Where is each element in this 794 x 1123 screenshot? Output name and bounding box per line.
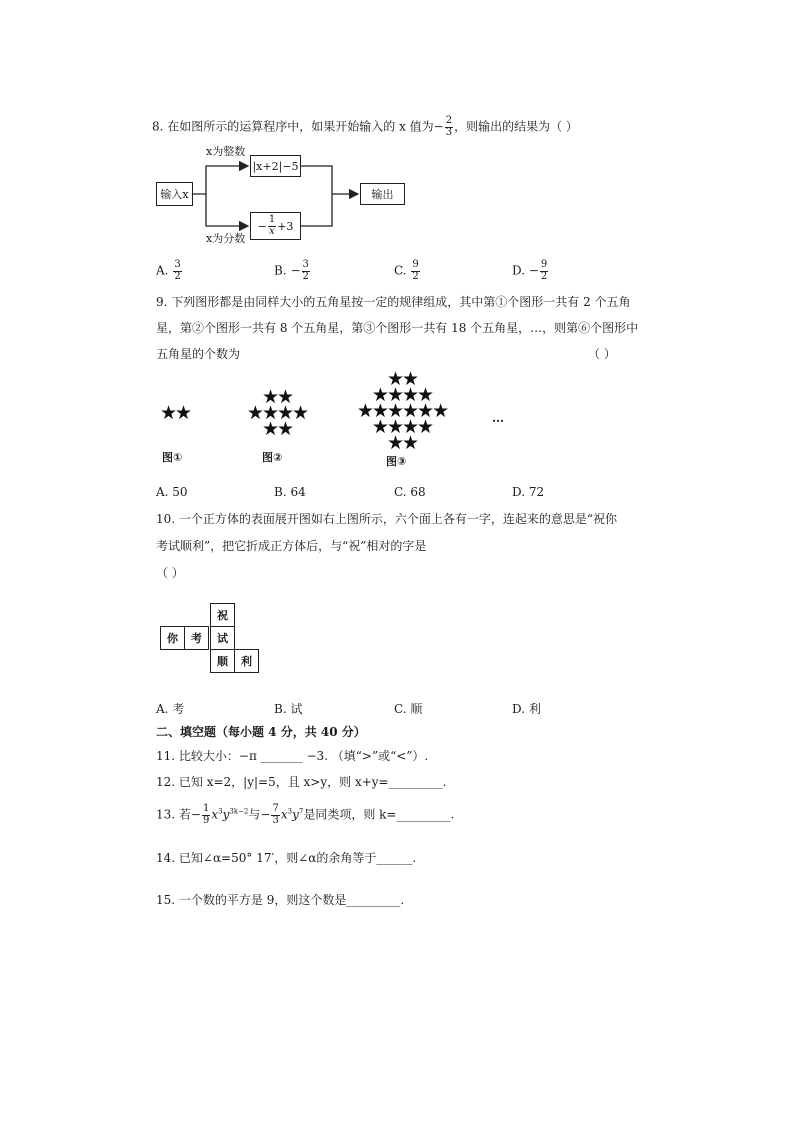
q13-term1-coef: $\frac{1}{9}$ <box>202 803 210 826</box>
q9-figure-3-label: 图③ <box>386 455 407 468</box>
star-icon: ★ <box>277 386 293 408</box>
star-icon: ★ <box>246 402 262 424</box>
q10-line1: 10. 一个正方体的表面展开图如右上图所示，六个面上各有一字，连起来的意思是“祝你 <box>156 512 618 526</box>
star-icon: ★ <box>417 384 433 406</box>
star-icon: ★ <box>417 400 433 422</box>
star-icon: ★ <box>261 402 277 424</box>
q8-stem <box>152 116 578 138</box>
q10-option-c[interactable]: C. 顺 <box>394 702 423 716</box>
star-icon: ★ <box>432 400 448 422</box>
section-2-title: 二、填空题（每小题 4 分，共 40 分） <box>156 725 366 739</box>
star-icon: ★ <box>386 432 402 454</box>
net-cell-li: 利 <box>234 649 259 673</box>
q8-input-box: 输入x <box>156 182 193 206</box>
star-icon: ★ <box>371 384 387 406</box>
star-icon: ★ <box>402 432 418 454</box>
star-icon: ★ <box>402 384 418 406</box>
net-cell-zhu: 祝 <box>210 603 235 627</box>
star-icon: ★ <box>386 416 402 438</box>
q9-figure-2 <box>237 386 317 440</box>
q8-output-box: 输出 <box>360 183 405 205</box>
star-icon: ★ <box>159 402 175 424</box>
q9-figure-1-label: 图① <box>162 451 183 464</box>
q10-option-d[interactable]: D. 利 <box>512 702 541 716</box>
q9-option-d[interactable]: D. 72 <box>512 485 545 499</box>
star-icon: ★ <box>261 418 277 440</box>
q9-figure-1 <box>145 402 205 424</box>
q9-line3: 五角星的个数为 <box>156 347 241 361</box>
star-row <box>342 432 462 454</box>
q8-bottom-op-box: − $\frac{1}{x}$ +3 <box>250 212 301 240</box>
star-icon: ★ <box>386 384 402 406</box>
q8-text-b: ，则输出的结果为（ ） <box>454 119 578 134</box>
q15-text: 15. 一个数的平方是 9，则这个数是_________. <box>156 893 405 907</box>
star-icon: ★ <box>175 402 191 424</box>
star-icon: ★ <box>356 400 372 422</box>
net-cell-ni: 你 <box>160 626 185 650</box>
q9-ellipsis: … <box>492 411 504 425</box>
q10-paren: （ ） <box>156 566 184 580</box>
q10-option-b[interactable]: B. 试 <box>274 702 303 716</box>
q9-figure-2-label: 图② <box>262 451 283 464</box>
star-icon: ★ <box>417 416 433 438</box>
q12-text: 12. 已知 x=2，|y|=5，且 x>y，则 x+y=_________. <box>156 775 447 789</box>
star-icon: ★ <box>292 402 308 424</box>
q9-line1: 9. 下列图形都是由同样大小的五角星按一定的规律组成，其中第①个图形一共有 2 个五角 <box>156 295 631 309</box>
q9-option-c[interactable]: C. 68 <box>394 485 426 499</box>
q8-top-condition: x为整数 <box>206 145 246 158</box>
net-cell-shi: 试 <box>210 626 235 650</box>
star-icon: ★ <box>402 400 418 422</box>
q8-bottom-condition: x为分数 <box>206 232 246 245</box>
q13-term2-coef: $\frac{7}{3}$ <box>272 803 279 826</box>
q8-option-a[interactable]: A. $\frac{3}{2}$ <box>156 259 181 282</box>
q8-option-d[interactable]: D. − $\frac{9}{2}$ <box>512 259 548 282</box>
q13-text: 13. 若− $\frac{1}{9}$ $x^3y^{3k-2}$与− $\frac{7}{3}$ $x^3y^7$是同类项，则 k=_________. <box>156 803 455 826</box>
q8-input-sign: − <box>433 119 444 134</box>
star-icon: ★ <box>277 418 293 440</box>
q9-option-b[interactable]: B. 64 <box>274 485 306 499</box>
net-cell-shun: 顺 <box>210 649 235 673</box>
q8-text-a: 8. 在如图所示的运算程序中，如果开始输入的 x 值为 <box>152 119 434 134</box>
q14-text: 14. 已知∠α=50° 17′，则∠α的余角等于______. <box>156 851 417 865</box>
q8-option-c[interactable]: C. $\frac{9}{2}$ <box>394 259 419 282</box>
star-icon: ★ <box>261 386 277 408</box>
star-icon: ★ <box>386 368 402 390</box>
q8-top-op-box: |x+2|−5 <box>250 155 301 177</box>
star-icon: ★ <box>386 400 402 422</box>
q9-line2: 星，第②个图形一共有 8 个五角星，第③个图形一共有 18 个五角星，…，则第⑥个图形中 <box>156 321 639 335</box>
star-icon: ★ <box>371 416 387 438</box>
q10-option-a[interactable]: A. 考 <box>156 702 185 716</box>
q8-bottom-op-fraction: $\frac{1}{x}$ <box>268 214 276 237</box>
q9-figure-3 <box>342 368 462 454</box>
q8-option-b[interactable]: B. − $\frac{3}{2}$ <box>274 259 309 282</box>
q11-text: 11. 比较大小：−π _______ −3. （填“>”或“<”）. <box>156 749 429 763</box>
star-icon: ★ <box>371 400 387 422</box>
q9-paren: （ ） <box>588 347 616 361</box>
star-icon: ★ <box>402 368 418 390</box>
star-row <box>145 402 205 424</box>
star-icon: ★ <box>277 402 293 424</box>
q10-line2: 考试顺利”，把它折成正方体后，与“祝”相对的字是 <box>156 539 427 553</box>
star-icon: ★ <box>402 416 418 438</box>
q8-input-fraction: $\frac{2}{3}$ <box>445 115 453 138</box>
net-cell-kao: 考 <box>184 626 209 650</box>
q9-option-a[interactable]: A. 50 <box>156 485 188 499</box>
